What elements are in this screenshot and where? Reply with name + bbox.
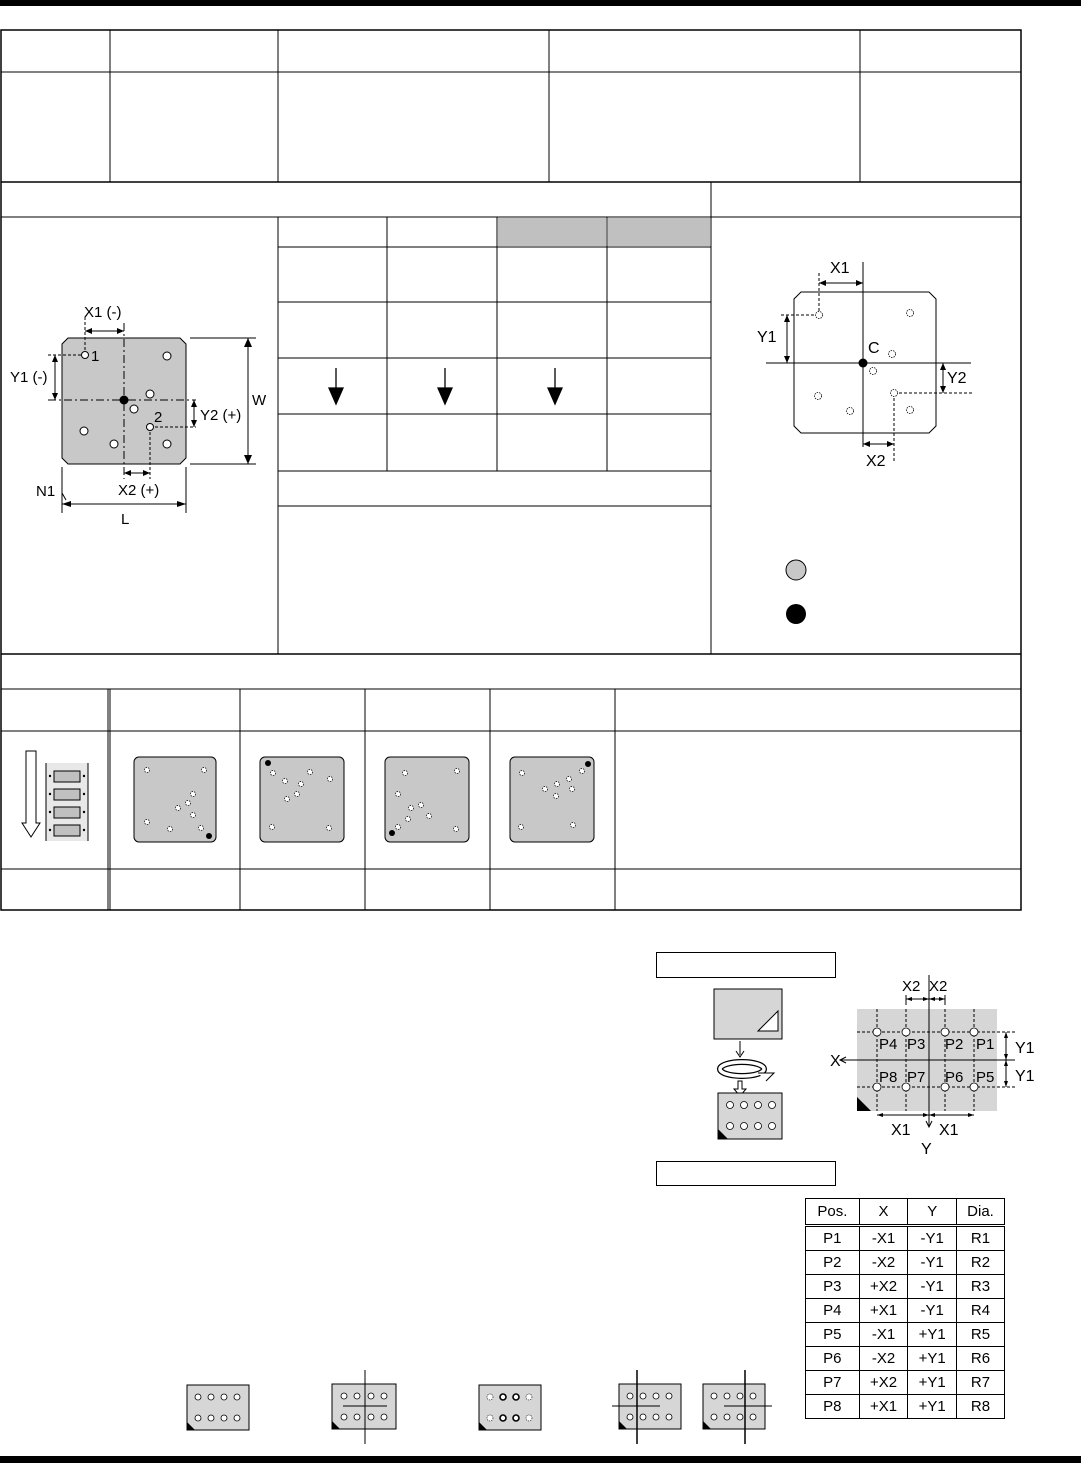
position-table [805,1198,1005,1419]
label-x2-pos: X2 (+) [118,482,160,499]
table-cell: -X1 [859,1323,908,1347]
panel-icon-all [180,1380,255,1435]
orientation-180 [365,731,490,869]
label-w: W [252,392,267,409]
table-row [806,1347,1005,1371]
label-y2-pos: Y2 (+) [200,407,242,424]
table-cell: P8 [806,1395,860,1419]
label-p5: P5 [976,1069,995,1086]
label-by1b: Y1 [1015,1068,1035,1085]
table-cell: P2 [806,1251,860,1275]
table-cell: R7 [957,1371,1005,1395]
label-p6: P6 [945,1069,964,1086]
table-cell: -Y1 [908,1226,957,1251]
table-header: Dia. [957,1199,1005,1226]
orientation-0 [110,731,240,869]
label-bx2b: X2 [929,978,948,995]
table-cell: R5 [957,1323,1005,1347]
table-cell: -Y1 [908,1275,957,1299]
label-bx1a: X1 [891,1122,911,1139]
table-header-row [806,1199,1005,1226]
label-ry2: Y2 [947,370,967,387]
table-cell: P7 [806,1371,860,1395]
table-cell: +Y1 [908,1323,957,1347]
table-cell: R4 [957,1299,1005,1323]
label-point-2: 2 [154,409,163,426]
feed-direction-figure [0,731,110,869]
down-arrow-icons [329,368,562,404]
label-x1-neg: X1 (-) [84,304,122,321]
table-cell: P1 [806,1226,860,1251]
coordinate-figure [711,217,1021,654]
table-cell: P5 [806,1323,860,1347]
label-p2: P2 [945,1036,964,1053]
table-cell: +X2 [859,1371,908,1395]
table-cell: -X2 [859,1347,908,1371]
table-cell: +Y1 [908,1347,957,1371]
label-rx2: X2 [866,453,886,470]
table-row [806,1371,1005,1395]
label-bx1b: X1 [939,1122,959,1139]
table-cell: +X2 [859,1275,908,1299]
label-bx: X [830,1053,841,1070]
caption-box-top [656,952,836,978]
table-cell: +Y1 [908,1371,957,1395]
caption-box-bottom [656,1161,836,1186]
table-cell: +X1 [859,1299,908,1323]
label-y1-neg: Y1 (-) [10,369,48,386]
table-row [806,1251,1005,1275]
table-row [806,1395,1005,1419]
board-dimension-figure [0,217,278,654]
table-cell: P4 [806,1299,860,1323]
table-row [806,1226,1005,1251]
label-ry1: Y1 [757,329,777,346]
table-cell: R2 [957,1251,1005,1275]
label-p1: P1 [976,1036,995,1053]
label-rc: C [868,340,880,357]
table-cell: P6 [806,1347,860,1371]
label-point-1: 1 [91,348,100,365]
table-cell: R3 [957,1275,1005,1299]
table-cell: -Y1 [908,1299,957,1323]
label-l: L [121,511,130,528]
table-cell: -Y1 [908,1251,957,1275]
table-cell: P3 [806,1275,860,1299]
label-p7: P7 [907,1069,926,1086]
table-cell: -X1 [859,1226,908,1251]
table-cell: R8 [957,1395,1005,1419]
panel-icon-split-left [610,1370,690,1445]
label-by: Y [921,1141,932,1158]
flip-rotation-figure [700,985,800,1145]
label-n1: N1 [36,483,56,500]
table-cell: +X1 [859,1395,908,1419]
label-p4: P4 [879,1036,898,1053]
table-cell: +Y1 [908,1395,957,1419]
table-cell: R1 [957,1226,1005,1251]
table-row [806,1323,1005,1347]
table-row [806,1299,1005,1323]
table-header: Y [908,1199,957,1226]
label-bx2a: X2 [902,978,921,995]
orientation-270 [490,731,615,869]
table-cell: -X2 [859,1251,908,1275]
label-p3: P3 [907,1036,926,1053]
table-header: X [859,1199,908,1226]
orientation-90 [240,731,365,869]
panel-icon-split-vertical [325,1370,405,1445]
label-p8: P8 [879,1069,898,1086]
panel-icon-center-marks [472,1380,547,1435]
table-row [806,1275,1005,1299]
panel-icon-split-right [696,1370,776,1445]
table-cell: R6 [957,1347,1005,1371]
label-rx1: X1 [830,260,850,277]
label-by1a: Y1 [1015,1040,1035,1057]
table-header: Pos. [806,1199,860,1226]
